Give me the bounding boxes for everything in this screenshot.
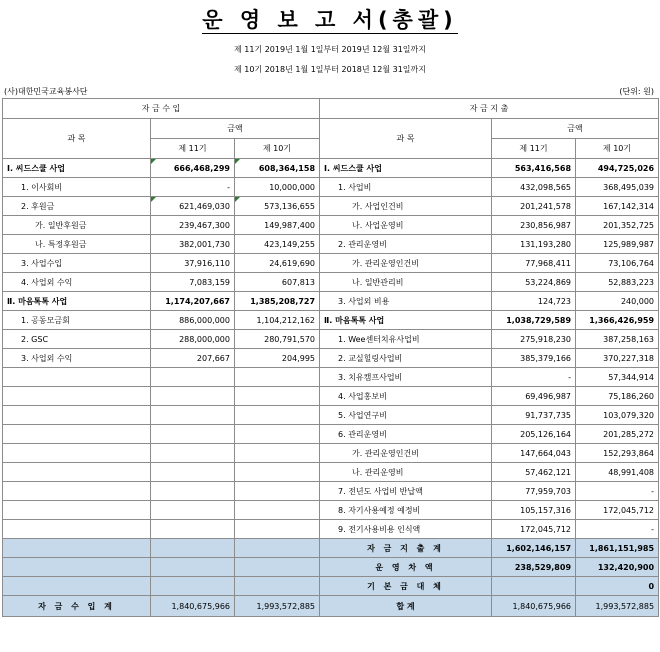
expense-p10-value: 201,285,272 [576, 425, 659, 444]
expense_total-label: 자 금 지 출 계 [320, 539, 492, 558]
income-p10-value [235, 387, 320, 406]
unit-label: (단위: 원) [619, 87, 654, 96]
income-p11-value: 382,001,730 [151, 235, 235, 254]
income-amount-header: 금액 [151, 119, 320, 139]
income-p11-value: 37,916,110 [151, 254, 235, 273]
expense-p11-value: 57,462,121 [492, 463, 576, 482]
table-row [3, 387, 659, 406]
expense-item: 2. 관리운영비 [320, 235, 492, 254]
income-p10-value: 280,791,570 [235, 330, 320, 349]
income-item: 1. 공동모금회 [3, 311, 151, 330]
income-item [3, 520, 151, 539]
expense-p10-value: 103,079,320 [576, 406, 659, 425]
table-row [3, 216, 659, 235]
sum-p10: 1,993,572,885 [576, 596, 659, 617]
table-row [3, 482, 659, 501]
table-row [3, 311, 659, 330]
income-p11-value [151, 482, 235, 501]
income-item: 4. 사업외 수익 [3, 273, 151, 292]
expense_total-p10: 1,861,151,985 [576, 539, 659, 558]
income-item: 2. GSC [3, 330, 151, 349]
expense-p11-value: 91,737,735 [492, 406, 576, 425]
income-p10-value [235, 482, 320, 501]
expense-item: 1. 사업비 [320, 178, 492, 197]
expense-amount-header: 금액 [492, 119, 659, 139]
table-row [3, 273, 659, 292]
expense-p11-value: 105,157,316 [492, 501, 576, 520]
income-p11-value: 886,000,000 [151, 311, 235, 330]
income-p10-value: 423,149,255 [235, 235, 320, 254]
summary-row [3, 577, 659, 596]
income-summary-empty [151, 539, 235, 558]
expense-item: 2. 교실힐링사업비 [320, 349, 492, 368]
table-row [3, 520, 659, 539]
expense-p11-value: 69,496,987 [492, 387, 576, 406]
expense-item: 가. 사업인건비 [320, 197, 492, 216]
table-row [3, 463, 659, 482]
income-p10-value [235, 406, 320, 425]
income-p11-value [151, 406, 235, 425]
income-p11-value [151, 368, 235, 387]
expense-p10-value: 494,725,026 [576, 159, 659, 178]
expense-p10-value: 75,186,260 [576, 387, 659, 406]
income-p11-value: 1,174,207,667 [151, 292, 235, 311]
expense-p10-value: 387,258,163 [576, 330, 659, 349]
income-p11-value [151, 501, 235, 520]
sum-label: 합 계 [320, 596, 492, 617]
income-item: 2. 후원금 [3, 197, 151, 216]
table-row [3, 292, 659, 311]
income-item [3, 463, 151, 482]
income-item [3, 501, 151, 520]
expense-item: 4. 사업홍보비 [320, 387, 492, 406]
income-item-header: 과 목 [3, 119, 151, 159]
expense-p10-value: 201,352,725 [576, 216, 659, 235]
table-row [3, 349, 659, 368]
income-p10-header: 제 10기 [235, 139, 320, 159]
income-item [3, 406, 151, 425]
expense-p11-value: 53,224,869 [492, 273, 576, 292]
expense_total-p11: 1,602,146,157 [492, 539, 576, 558]
sum-p11: 1,840,675,966 [492, 596, 576, 617]
expense-item: 6. 관리운영비 [320, 425, 492, 444]
income-p10-value: 24,619,690 [235, 254, 320, 273]
income-p11-value: 288,000,000 [151, 330, 235, 349]
income-p10-value: 573,136,655 [235, 197, 320, 216]
expense-p10-value: 172,045,712 [576, 501, 659, 520]
income-p11-value: 621,469,030 [151, 197, 235, 216]
income-total-p10: 1,993,572,885 [235, 596, 320, 617]
base_fund-p11 [492, 577, 576, 596]
report-title: 운 영 보 고 서(총괄) [202, 8, 458, 32]
income-p10-value: 204,995 [235, 349, 320, 368]
report-table [2, 98, 659, 617]
income-item [3, 387, 151, 406]
expense-p10-value: 48,991,408 [576, 463, 659, 482]
income-summary-empty [151, 558, 235, 577]
expense-p10-value: 370,227,318 [576, 349, 659, 368]
expense-p11-value: 432,098,565 [492, 178, 576, 197]
table-row [3, 197, 659, 216]
expense-item: Ⅰ. 씨드스쿨 사업 [320, 159, 492, 178]
income-summary-empty [3, 539, 151, 558]
income-p10-value: 1,385,208,727 [235, 292, 320, 311]
income-p11-header: 제 11기 [151, 139, 235, 159]
expense-item: 8. 자기사용예정 예정비 [320, 501, 492, 520]
balance-p10: 132,420,900 [576, 558, 659, 577]
expense-item: 1. Wee센터치유사업비 [320, 330, 492, 349]
expense-item: 3. 사업외 비용 [320, 292, 492, 311]
expense-p11-value: 147,664,043 [492, 444, 576, 463]
table-row [3, 444, 659, 463]
income-p11-value: 239,467,300 [151, 216, 235, 235]
income-p10-value [235, 501, 320, 520]
expense-item: 나. 사업운영비 [320, 216, 492, 235]
income-p11-value [151, 387, 235, 406]
table-row [3, 159, 659, 178]
income-p10-value [235, 463, 320, 482]
expense-p11-value: 77,959,703 [492, 482, 576, 501]
income-item: 가. 일반후원금 [3, 216, 151, 235]
expense-p11-header: 제 11기 [492, 139, 576, 159]
table-row [3, 330, 659, 349]
expense-item: 가. 관리운영인건비 [320, 444, 492, 463]
expense-p10-value: - [576, 520, 659, 539]
income-item [3, 425, 151, 444]
income-p10-value: 149,987,400 [235, 216, 320, 235]
table-row [3, 178, 659, 197]
summary-row [3, 539, 659, 558]
total-row [3, 596, 659, 617]
income-p11-value [151, 520, 235, 539]
income-item [3, 444, 151, 463]
income-item: Ⅱ. 마음톡톡 사업 [3, 292, 151, 311]
expense-item: Ⅱ. 마음톡톡 사업 [320, 311, 492, 330]
income-p11-value [151, 444, 235, 463]
expense-p11-value: 385,379,166 [492, 349, 576, 368]
income-summary-empty [235, 577, 320, 596]
income-total-p11: 1,840,675,966 [151, 596, 235, 617]
expense-p11-value: 275,918,230 [492, 330, 576, 349]
expense-p10-value: 57,344,914 [576, 368, 659, 387]
expense-p11-value: 1,038,729,589 [492, 311, 576, 330]
expense-item: 나. 관리운영비 [320, 463, 492, 482]
income-p11-value: - [151, 178, 235, 197]
expense-p11-value: 230,856,987 [492, 216, 576, 235]
balance-p11: 238,529,809 [492, 558, 576, 577]
income-item [3, 368, 151, 387]
expense-p11-value: 131,193,280 [492, 235, 576, 254]
period-11: 제 11기 2019년 1월 1일부터 2019년 12월 31일까지 [234, 45, 426, 54]
income-p10-value: 10,000,000 [235, 178, 320, 197]
expense-p10-value: 368,495,039 [576, 178, 659, 197]
income-p11-value [151, 425, 235, 444]
base_fund-label: 기 본 금 대 체 [320, 577, 492, 596]
expense-item-header: 과 목 [320, 119, 492, 159]
expense-p10-value: 125,989,987 [576, 235, 659, 254]
income-p10-value [235, 444, 320, 463]
expense-p10-value: 240,000 [576, 292, 659, 311]
income-total-label: 자 금 수 입 계 [3, 596, 151, 617]
income-p10-value: 1,104,212,162 [235, 311, 320, 330]
income-summary-empty [235, 539, 320, 558]
expense-p11-value: 563,416,568 [492, 159, 576, 178]
expense-p11-value: 201,241,578 [492, 197, 576, 216]
income-p11-value: 7,083,159 [151, 273, 235, 292]
table-row [3, 235, 659, 254]
income-p11-value: 666,468,299 [151, 159, 235, 178]
income-p10-value [235, 425, 320, 444]
income-item: 3. 사업외 수익 [3, 349, 151, 368]
income-p10-value [235, 368, 320, 387]
income-item: 나. 특정후원금 [3, 235, 151, 254]
income-summary-empty [151, 577, 235, 596]
organization-name: (사)대한민국교육봉사단 [4, 87, 88, 96]
expense-p10-value: 167,142,314 [576, 197, 659, 216]
period-10: 제 10기 2018년 1월 1일부터 2018년 12월 31일까지 [234, 65, 426, 74]
expense-item: 7. 전년도 사업비 반납액 [320, 482, 492, 501]
income-p11-value [151, 463, 235, 482]
expense-p11-value: 77,968,411 [492, 254, 576, 273]
expense-p11-value: 172,045,712 [492, 520, 576, 539]
expense-p10-value: 152,293,864 [576, 444, 659, 463]
expense-p10-value: - [576, 482, 659, 501]
income-p11-value: 207,667 [151, 349, 235, 368]
income-summary-empty [3, 558, 151, 577]
expense-item: 9. 전기사용비용 인식액 [320, 520, 492, 539]
expense-p10-value: 73,106,764 [576, 254, 659, 273]
income-item [3, 482, 151, 501]
expense-p10-header: 제 10기 [576, 139, 659, 159]
expense-item: 3. 치유캠프사업비 [320, 368, 492, 387]
expense-item: 5. 사업연구비 [320, 406, 492, 425]
income-p10-value [235, 520, 320, 539]
table-row [3, 425, 659, 444]
expense-item: 나. 일반관리비 [320, 273, 492, 292]
expense-p11-value: 205,126,164 [492, 425, 576, 444]
balance-label: 운 영 차 액 [320, 558, 492, 577]
table-row [3, 254, 659, 273]
income-header: 자 금 수 입 [3, 99, 320, 119]
income-summary-empty [235, 558, 320, 577]
table-row [3, 406, 659, 425]
income-item: 1. 이사회비 [3, 178, 151, 197]
expense-p11-value: 124,723 [492, 292, 576, 311]
expense-header: 자 금 지 출 [320, 99, 659, 119]
expense-p11-value: - [492, 368, 576, 387]
summary-row [3, 558, 659, 577]
income-p10-value: 607,813 [235, 273, 320, 292]
income-item: Ⅰ. 씨드스쿨 사업 [3, 159, 151, 178]
expense-p10-value: 52,883,223 [576, 273, 659, 292]
base_fund-p10: 0 [576, 577, 659, 596]
expense-item: 가. 관리운영인건비 [320, 254, 492, 273]
income-p10-value: 608,364,158 [235, 159, 320, 178]
table-row [3, 501, 659, 520]
expense-p10-value: 1,366,426,959 [576, 311, 659, 330]
income-summary-empty [3, 577, 151, 596]
income-item: 3. 사업수입 [3, 254, 151, 273]
table-row [3, 368, 659, 387]
